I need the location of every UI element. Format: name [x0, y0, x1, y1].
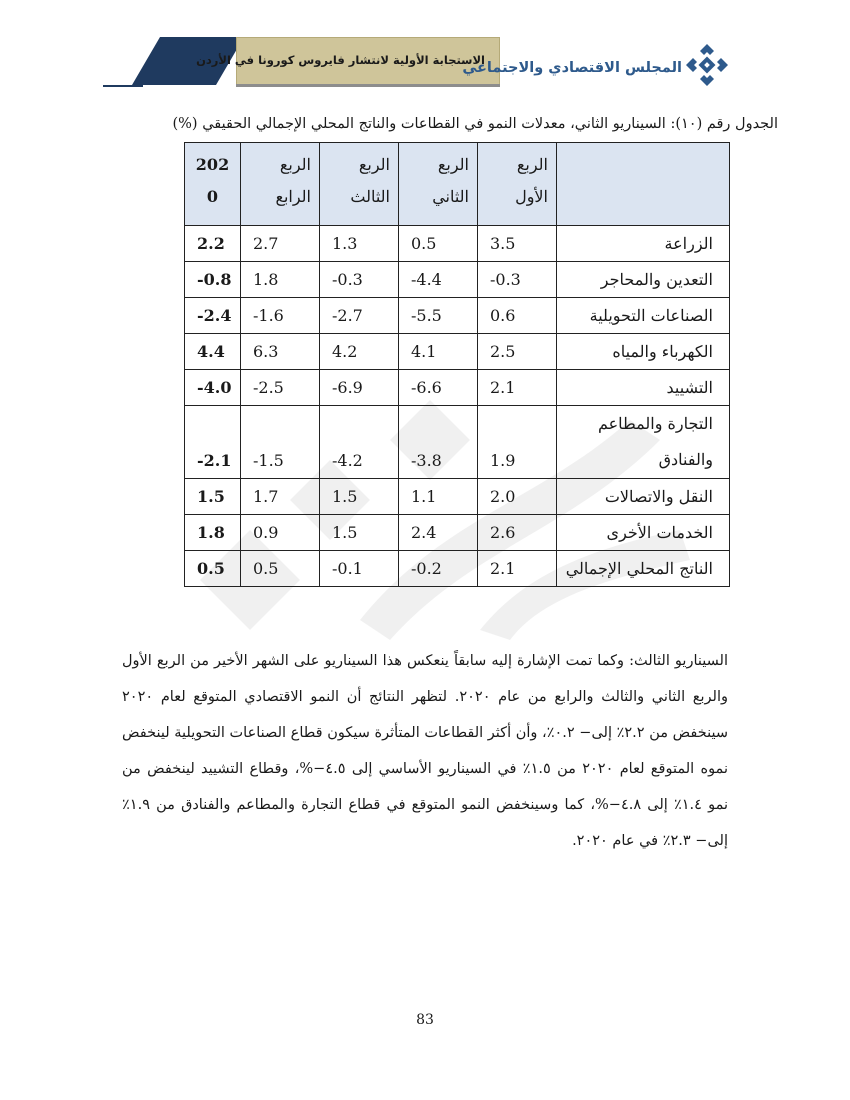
header-underline	[236, 84, 500, 87]
q4-value: 1.7	[241, 479, 320, 515]
year-value: 1.8	[185, 515, 241, 551]
header-q2-line2: الثاني	[432, 187, 469, 206]
q1-value: 3.5	[478, 226, 557, 262]
header-q3	[320, 143, 399, 226]
sector-name-line1: التجارة والمطاعم	[597, 414, 713, 433]
q3-value: 4.2	[320, 334, 399, 370]
q4-value: -1.6	[241, 298, 320, 334]
year-value: -2.1	[185, 406, 241, 479]
table-row	[185, 370, 730, 406]
page-number: 83	[416, 1012, 434, 1028]
table-header-row	[185, 143, 730, 226]
table-row	[185, 262, 730, 298]
q1-value: 2.1	[478, 370, 557, 406]
table-row	[185, 334, 730, 370]
q4-value: 6.3	[241, 334, 320, 370]
council-logo-icon	[684, 42, 730, 88]
sector-name: الزراعة	[557, 226, 730, 262]
q3-value: -0.3	[320, 262, 399, 298]
header-banner-text: الاستجابة الأولية لانتشار فايروس كورونا في الأردن	[196, 53, 485, 67]
header-q3-line2: الثالث	[350, 187, 390, 206]
sector-name: النقل والاتصالات	[557, 479, 730, 515]
q4-value: -1.5	[241, 406, 320, 479]
sector-name: الخدمات الأخرى	[557, 515, 730, 551]
year-value: 1.5	[185, 479, 241, 515]
table-row	[185, 406, 730, 479]
q3-value: -4.2	[320, 406, 399, 479]
q2-value: -6.6	[399, 370, 478, 406]
header-year	[185, 143, 241, 226]
year-value: 4.4	[185, 334, 241, 370]
table-row	[185, 298, 730, 334]
header-q1	[478, 143, 557, 226]
q1-value: 2.1	[478, 551, 557, 587]
q2-value: -5.5	[399, 298, 478, 334]
q1-value: 1.9	[478, 406, 557, 479]
table-row	[185, 479, 730, 515]
q1-value: 2.6	[478, 515, 557, 551]
q2-value: -4.4	[399, 262, 478, 298]
q2-value: 4.1	[399, 334, 478, 370]
growth-rates-table	[184, 142, 730, 587]
header-q1-line2: الأول	[515, 187, 548, 206]
q4-value: 2.7	[241, 226, 320, 262]
sector-name: التشييد	[557, 370, 730, 406]
header-q4	[241, 143, 320, 226]
organization-name: المجلس الاقتصادي والاجتماعي	[462, 60, 682, 76]
q1-value: 0.6	[478, 298, 557, 334]
q2-value: -3.8	[399, 406, 478, 479]
q1-value: 2.5	[478, 334, 557, 370]
year-value: -4.0	[185, 370, 241, 406]
q3-value: -2.7	[320, 298, 399, 334]
year-value: -0.8	[185, 262, 241, 298]
year-value: 0.5	[185, 551, 241, 587]
header-q4-line2: الرابع	[275, 187, 311, 206]
scenario-three-paragraph: السيناريو الثالث: وكما تمت الإشارة إليه سابقاً ينعكس هذا السيناريو على الشهر الأخير من الربع الأول والربع الثاني والثالث والرابع من عام ٢٠٢٠. لتظهر النتائج أن النمو الاقتصادي المتوقع لعام ٢٠٢٠ سينخفض من ٢.٢٪ إلى− ٠.٢٪، وأن أكثر القطاعات المتأثرة سيكون قطاع الصناعات التحويلية لينخفض نموه المتوقع لعام ٢٠٢٠ من ١.٥٪ في السيناريو الأساسي إلى ٤.٥−%، وقطاع التشييد لينخفض من نمو ١.٤٪ إلى ٤.٨−%، كما وسينخفض النمو المتوقع في قطاع التجارة والمطاعم والفنادق من ١.٩٪ إلى− ٢.٣٪ في عام ٢٠٢٠.	[122, 652, 728, 849]
sector-name: الكهرباء والمياه	[557, 334, 730, 370]
header-accent-line	[103, 85, 143, 87]
q3-value: 1.5	[320, 515, 399, 551]
sector-name: التعدين والمحاجر	[557, 262, 730, 298]
sector-name: الناتج المحلي الإجمالي	[557, 551, 730, 587]
sector-name	[557, 406, 730, 479]
q4-value: 0.9	[241, 515, 320, 551]
table-row	[185, 515, 730, 551]
year-value: 2.2	[185, 226, 241, 262]
q2-value: 0.5	[399, 226, 478, 262]
page-header	[0, 0, 850, 100]
year-value: -2.4	[185, 298, 241, 334]
header-q2	[399, 143, 478, 226]
sector-name: الصناعات التحويلية	[557, 298, 730, 334]
q2-value: 1.1	[399, 479, 478, 515]
header-year-line2: 0	[206, 187, 219, 206]
header-sector-cell	[557, 143, 730, 226]
sector-name-line2: والفنادق	[658, 450, 713, 469]
q3-value: -6.9	[320, 370, 399, 406]
header-banner	[196, 37, 500, 85]
q3-value: 1.3	[320, 226, 399, 262]
q3-value: -0.1	[320, 551, 399, 587]
header-q4-line1: الربع	[279, 155, 311, 174]
q4-value: 0.5	[241, 551, 320, 587]
q1-value: 2.0	[478, 479, 557, 515]
table-caption: الجدول رقم (١٠): السيناريو الثاني، معدلات النمو في القطاعات والناتج المحلي الإجمالي الحقيقي (%)	[172, 116, 778, 132]
header-q1-line1: الربع	[516, 155, 548, 174]
header-year-line1: 202	[195, 155, 230, 174]
q2-value: 2.4	[399, 515, 478, 551]
table-row	[185, 551, 730, 587]
table-row	[185, 226, 730, 262]
q4-value: 1.8	[241, 262, 320, 298]
q1-value: -0.3	[478, 262, 557, 298]
q2-value: -0.2	[399, 551, 478, 587]
q4-value: -2.5	[241, 370, 320, 406]
header-q2-line1: الربع	[437, 155, 469, 174]
q3-value: 1.5	[320, 479, 399, 515]
header-q3-line1: الربع	[358, 155, 390, 174]
